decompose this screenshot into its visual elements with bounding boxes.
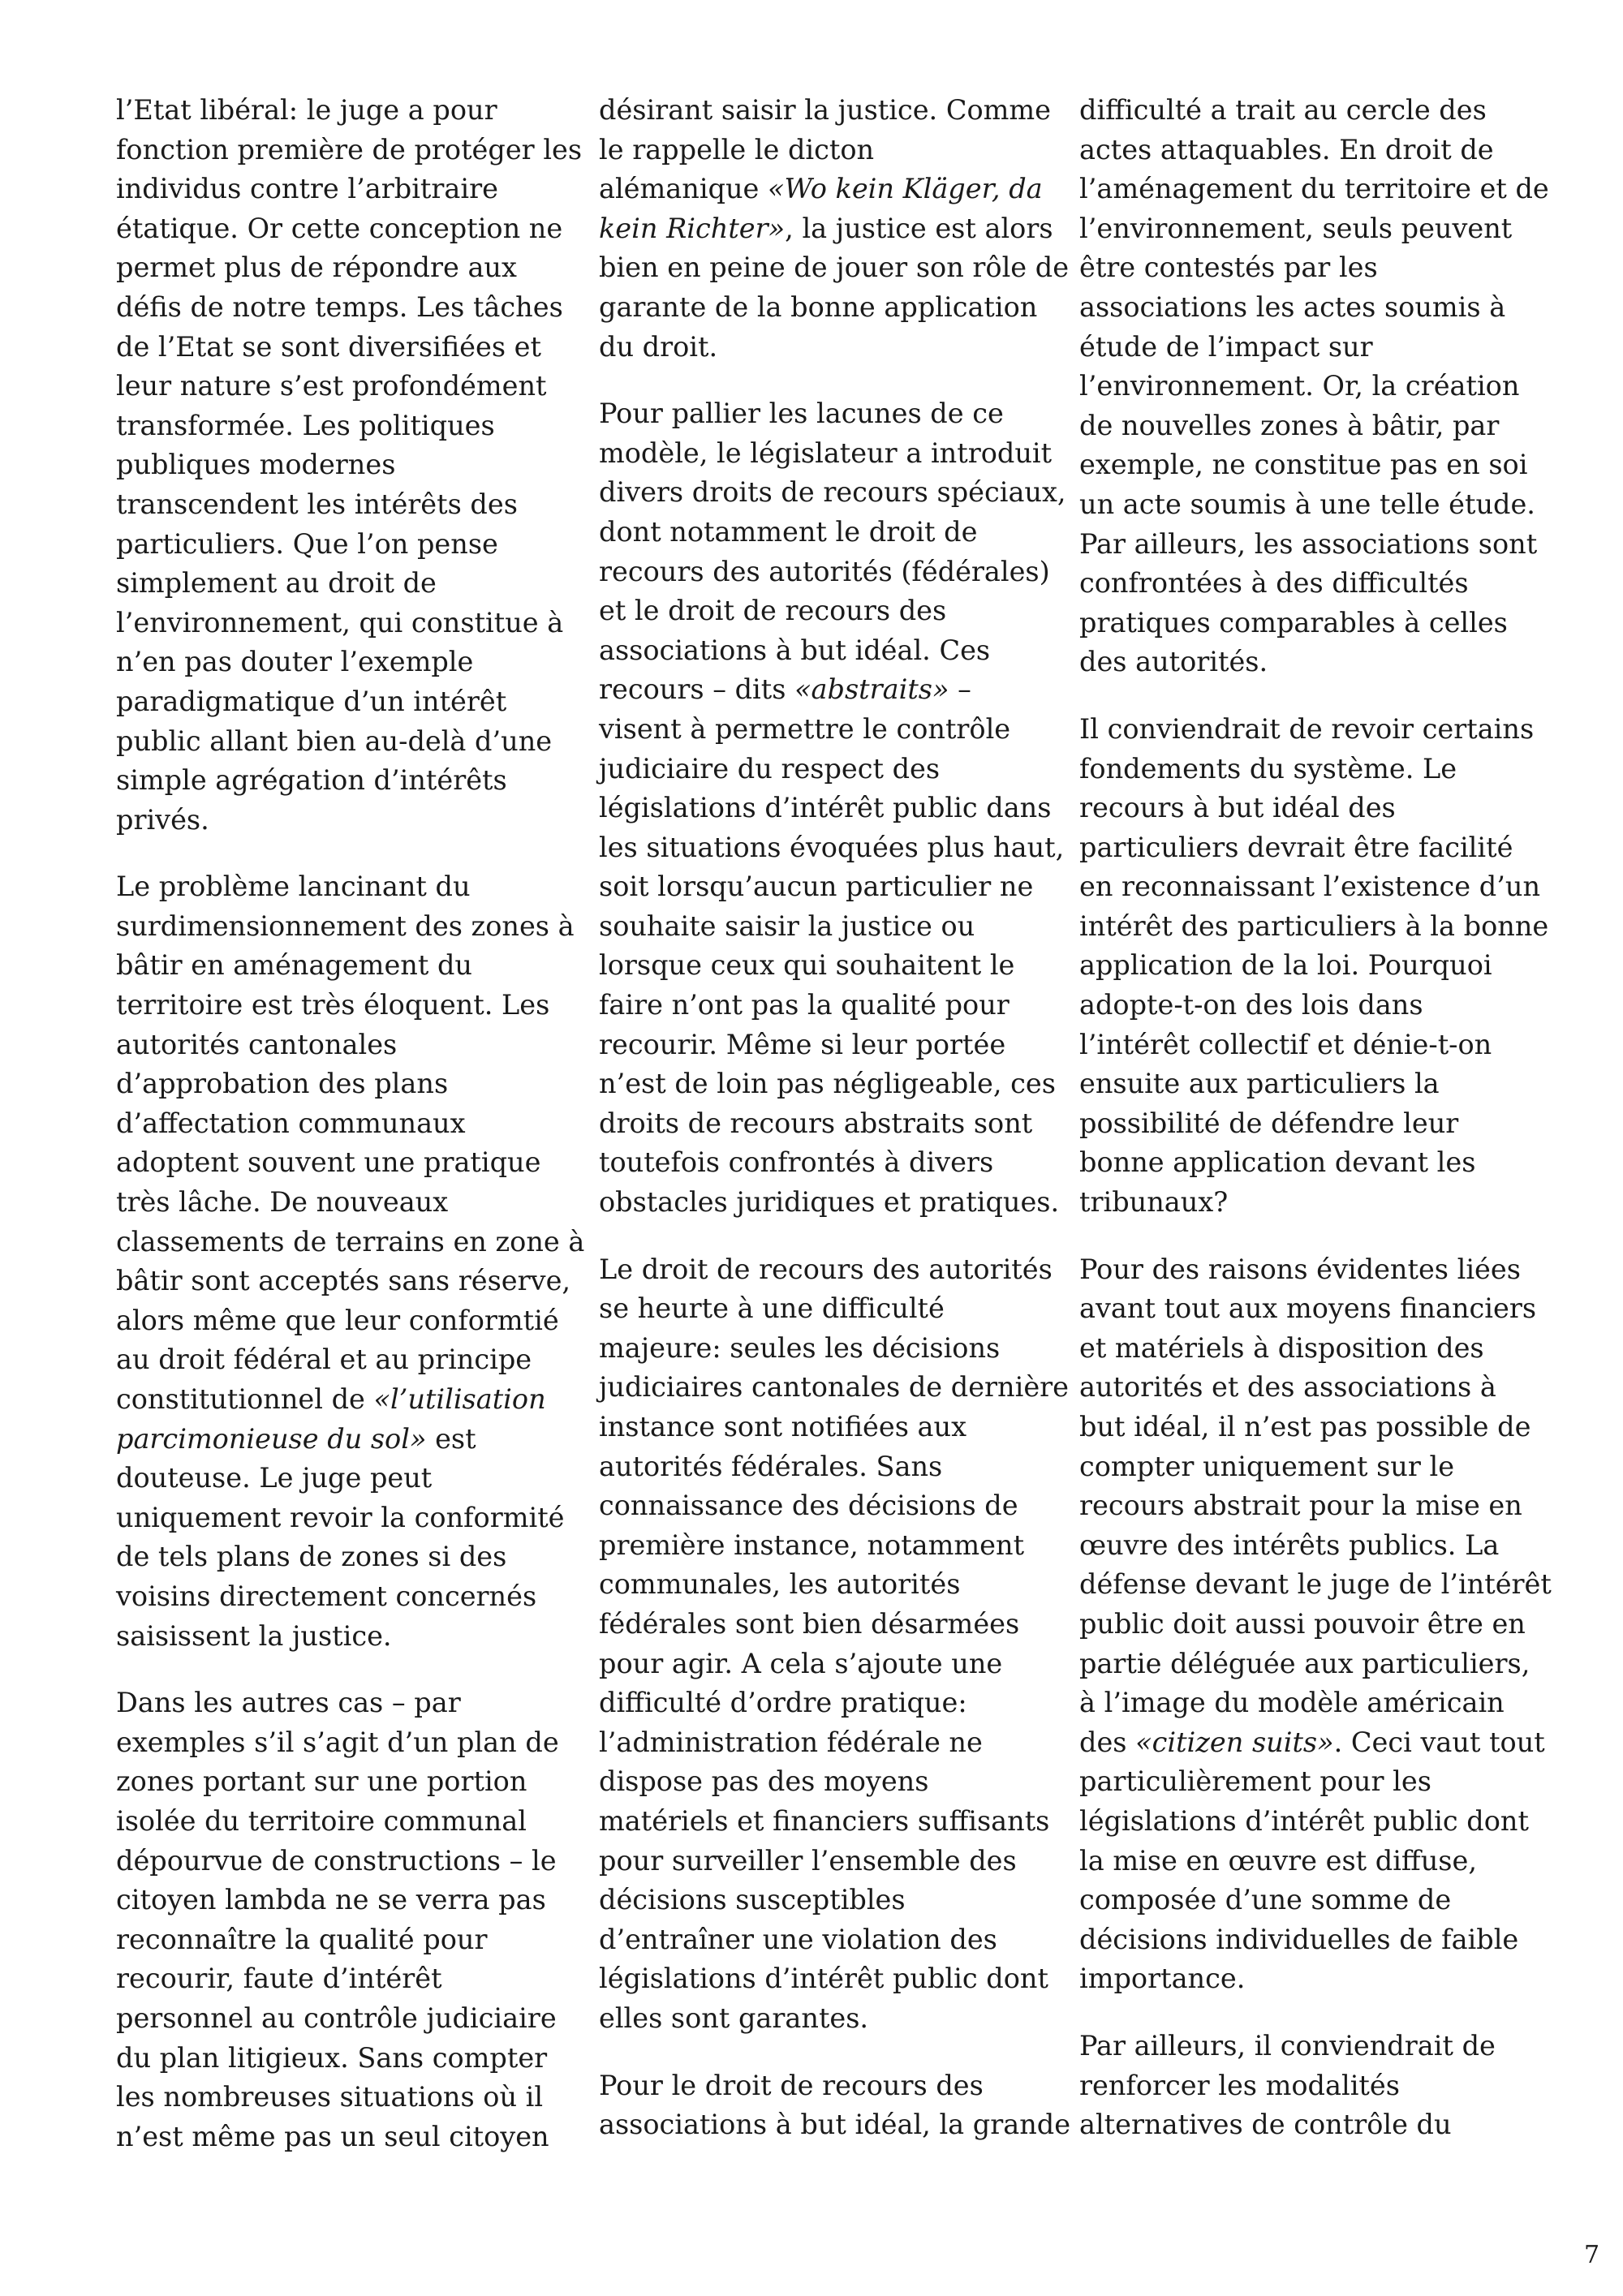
text-line: public allant bien au-delà d’une bbox=[116, 724, 553, 757]
text-line: droits de recours abstraits sont bbox=[599, 1107, 1033, 1139]
text-line: parcimonieuse du sol» est bbox=[116, 1422, 476, 1455]
text-line: désirant saisir la justice. Comme bbox=[599, 94, 1052, 126]
text-line: étude de l’impact sur bbox=[1079, 330, 1373, 363]
text-line: recourir. Même si leur portée bbox=[599, 1028, 1006, 1060]
paragraph bbox=[116, 867, 585, 1656]
text-line: communales, les autorités bbox=[599, 1568, 961, 1601]
text-line: reconnaître la qualité pour bbox=[116, 1923, 488, 1955]
text-line: renforcer les modalités bbox=[1079, 2069, 1400, 2101]
text-line: dépourvue de constructions – le bbox=[116, 1844, 557, 1877]
text-line: défense devant le juge de l’intérêt bbox=[1079, 1568, 1552, 1601]
paragraph bbox=[599, 91, 1070, 367]
text-line: exemples s’il s’agit d’un plan de bbox=[116, 1726, 559, 1758]
text-line: de l’Etat se sont diversifiées et bbox=[116, 330, 541, 363]
paragraph bbox=[1079, 710, 1549, 1223]
text-line: et le droit de recours des bbox=[599, 595, 947, 627]
text-line: l’environnement, seuls peuvent bbox=[1079, 212, 1513, 244]
text-line: composée d’une somme de bbox=[1079, 1884, 1452, 1916]
text-line: de nouvelles zones à bâtir, par bbox=[1079, 409, 1500, 441]
text-line: alternatives de contrôle du bbox=[1079, 2109, 1452, 2141]
text-line: Il conviendrait de revoir certains bbox=[1079, 712, 1535, 745]
text-line: des «citizen suits». Ceci vaut tout bbox=[1079, 1726, 1545, 1758]
text-column-2 bbox=[599, 91, 1071, 2173]
text-line: kein Richter», la justice est alors bbox=[599, 212, 1053, 244]
text-line: Dans les autres cas – par bbox=[116, 1687, 461, 1719]
paragraph bbox=[1079, 1250, 1552, 1999]
text-line: recours abstrait pour la mise en bbox=[1079, 1490, 1522, 1522]
text-line: législations d’intérêt public dont bbox=[1079, 1804, 1529, 1837]
text-line: recours – dits «abstraits» – bbox=[599, 673, 971, 706]
text-line: particuliers devrait être facilité bbox=[1079, 831, 1513, 863]
text-line: bâtir sont acceptés sans réserve, bbox=[116, 1265, 571, 1297]
text-line: classements de terrains en zone à bbox=[116, 1225, 585, 1258]
text-line: l’aménagement du territoire et de bbox=[1079, 173, 1549, 205]
text-line: leur nature s’est profondément bbox=[116, 370, 547, 402]
text-line: à l’image du modèle américain bbox=[1079, 1687, 1505, 1719]
text-line: associations à but idéal, la grande bbox=[599, 2109, 1071, 2141]
text-line: l’administration fédérale ne bbox=[599, 1726, 983, 1758]
text-line: garante de la bonne application bbox=[599, 290, 1038, 323]
text-line: adoptent souvent une pratique bbox=[116, 1146, 541, 1179]
text-line: citoyen lambda ne se verra pas bbox=[116, 1884, 546, 1916]
text-line: soit lorsqu’aucun particulier ne bbox=[599, 871, 1034, 903]
text-line: un acte soumis à une telle étude. bbox=[1079, 488, 1535, 520]
text-line: Pour le droit de recours des bbox=[599, 2069, 984, 2101]
text-line: le rappelle le dicton bbox=[599, 133, 875, 166]
text-line: individus contre l’arbitraire bbox=[116, 173, 498, 205]
text-line: pour surveiller l’ensemble des bbox=[599, 1844, 1017, 1877]
text-line: pour agir. A cela s’ajoute une bbox=[599, 1647, 1003, 1679]
text-line: paradigmatique d’un intérêt bbox=[116, 685, 507, 717]
text-line: décisions individuelles de faible bbox=[1079, 1923, 1519, 1955]
text-line: étatique. Or cette conception ne bbox=[116, 212, 563, 244]
text-line: Par ailleurs, les associations sont bbox=[1079, 527, 1538, 560]
emphasis: parcimonieuse du sol» bbox=[116, 1422, 427, 1455]
text-line: des autorités. bbox=[1079, 646, 1268, 678]
text-line: législations d’intérêt public dont bbox=[599, 1963, 1048, 1995]
emphasis: kein Richter» bbox=[599, 212, 786, 244]
emphasis: «abstraits» bbox=[794, 673, 949, 706]
text-line: privés. bbox=[116, 803, 209, 836]
paragraph bbox=[116, 91, 583, 840]
text-line: recours des autorités (fédérales) bbox=[599, 555, 1050, 587]
text-line: fondements du système. Le bbox=[1079, 752, 1457, 785]
text-line: personnel au contrôle judiciaire bbox=[116, 2001, 557, 2034]
text-line: zones portant sur une portion bbox=[116, 1765, 527, 1798]
text-line: associations à but idéal. Ces bbox=[599, 634, 991, 666]
text-line: la mise en œuvre est diffuse, bbox=[1079, 1844, 1477, 1877]
paragraph bbox=[1079, 91, 1549, 682]
text-line: défis de notre temps. Les tâches bbox=[116, 290, 563, 323]
text-line: visent à permettre le contrôle bbox=[599, 712, 1011, 745]
text-line: douteuse. Le juge peut bbox=[116, 1462, 433, 1494]
text-line: difficulté a trait au cercle des bbox=[1079, 94, 1487, 126]
text-line: Pour pallier les lacunes de ce bbox=[599, 398, 1004, 430]
paragraph bbox=[599, 1250, 1069, 2039]
text-line: exemple, ne constitue pas en soi bbox=[1079, 449, 1528, 481]
text-line: application de la loi. Pourquoi bbox=[1079, 949, 1492, 982]
text-line: législations d’intérêt public dans bbox=[599, 792, 1052, 824]
text-line: n’est de loin pas négligeable, ces bbox=[599, 1068, 1056, 1100]
text-line: judiciaires cantonales de dernière bbox=[599, 1371, 1069, 1404]
text-line: Le problème lancinant du bbox=[116, 871, 471, 903]
text-line: confrontées à des difficultés bbox=[1079, 567, 1469, 600]
text-line: possibilité de défendre leur bbox=[1079, 1107, 1459, 1139]
text-line: d’entraîner une violation des bbox=[599, 1923, 997, 1955]
text-line: les situations évoquées plus haut, bbox=[599, 831, 1065, 863]
text-line: d’approbation des plans bbox=[116, 1068, 449, 1100]
text-line: divers droits de recours spéciaux, bbox=[599, 476, 1066, 509]
text-line: territoire est très éloquent. Les bbox=[116, 989, 550, 1021]
text-line: dont notamment le droit de bbox=[599, 515, 978, 548]
text-line: pratiques comparables à celles bbox=[1079, 606, 1508, 638]
text-line: tribunaux? bbox=[1079, 1186, 1229, 1219]
text-line: en reconnaissant l’existence d’un bbox=[1079, 871, 1541, 903]
text-column-3 bbox=[1079, 91, 1552, 2173]
text-line: n’en pas douter l’exemple bbox=[116, 646, 474, 678]
text-line: majeure: seules les décisions bbox=[599, 1331, 1001, 1364]
text-line: Pour des raisons évidentes liées bbox=[1079, 1253, 1521, 1285]
text-line: l’Etat libéral: le juge a pour bbox=[116, 94, 497, 126]
text-line: décisions susceptibles bbox=[599, 1884, 906, 1916]
text-line: surdimensionnement des zones à bbox=[116, 909, 575, 942]
text-line: difficulté d’ordre pratique: bbox=[599, 1687, 967, 1719]
paragraph bbox=[116, 1683, 559, 2156]
text-line: du droit. bbox=[599, 330, 718, 363]
text-line: bonne application devant les bbox=[1079, 1146, 1476, 1179]
text-line: Le droit de recours des autorités bbox=[599, 1253, 1053, 1285]
text-line: très lâche. De nouveaux bbox=[116, 1186, 449, 1219]
text-line: n’est même pas un seul citoyen bbox=[116, 2120, 549, 2152]
text-line: ensuite aux particuliers la bbox=[1079, 1068, 1440, 1100]
text-line: œuvre des intérêts publics. La bbox=[1079, 1529, 1500, 1561]
emphasis: «l’utilisation bbox=[373, 1383, 546, 1415]
emphasis: «citizen suits» bbox=[1135, 1726, 1334, 1758]
text-line: particuliers. Que l’on pense bbox=[116, 527, 498, 560]
text-line: du plan litigieux. Sans compter bbox=[116, 2041, 548, 2074]
text-line: première instance, notamment bbox=[599, 1529, 1025, 1561]
text-line: instance sont notifiées aux bbox=[599, 1411, 966, 1443]
text-line: but idéal, il n’est pas possible de bbox=[1079, 1411, 1531, 1443]
text-line: et matériels à disposition des bbox=[1079, 1331, 1484, 1364]
text-line: public doit aussi pouvoir être en bbox=[1079, 1607, 1526, 1640]
text-line: particulièrement pour les bbox=[1079, 1765, 1431, 1798]
text-line: simple agrégation d’intérêts bbox=[116, 764, 507, 797]
paragraph bbox=[599, 2066, 1071, 2145]
text-line: alors même que leur conformtié bbox=[116, 1304, 559, 1336]
text-line: actes attaquables. En droit de bbox=[1079, 133, 1494, 166]
text-line: autorités et des associations à bbox=[1079, 1371, 1496, 1404]
paragraph bbox=[599, 394, 1066, 1222]
text-line: toutefois confrontés à divers bbox=[599, 1146, 994, 1179]
text-line: l’environnement. Or, la création bbox=[1079, 370, 1520, 402]
text-line: bien en peine de jouer son rôle de bbox=[599, 252, 1070, 284]
text-line: matériels et financiers suffisants bbox=[599, 1804, 1050, 1837]
emphasis: «Wo kein Kläger, da bbox=[768, 173, 1043, 205]
text-line: transformée. Les politiques bbox=[116, 409, 495, 441]
page-number: 7 bbox=[1584, 2241, 1600, 2269]
text-line: lorsque ceux qui souhaitent le bbox=[599, 949, 1015, 982]
text-line: judiciaire du respect des bbox=[599, 752, 941, 785]
text-line: publiques modernes bbox=[116, 449, 396, 481]
text-line: de tels plans de zones si des bbox=[116, 1541, 507, 1573]
text-column-1 bbox=[116, 91, 585, 2184]
text-line: recours à but idéal des bbox=[1079, 792, 1396, 824]
text-line: dispose pas des moyens bbox=[599, 1765, 929, 1798]
text-line: elles sont garantes. bbox=[599, 2001, 869, 2034]
text-line: l’intérêt collectif et dénie-t-on bbox=[1079, 1028, 1492, 1060]
text-line: partie déléguée aux particuliers, bbox=[1079, 1647, 1530, 1679]
text-line: connaissance des décisions de bbox=[599, 1490, 1018, 1522]
text-line: saisissent la justice. bbox=[116, 1619, 392, 1652]
text-line: permet plus de répondre aux bbox=[116, 252, 517, 284]
text-line: autorités cantonales bbox=[116, 1028, 398, 1060]
text-line: se heurte à une difficulté bbox=[599, 1292, 945, 1325]
text-line: au droit fédéral et au principe bbox=[116, 1344, 532, 1376]
text-line: être contestés par les bbox=[1079, 252, 1378, 284]
text-line: fédérales sont bien désarmées bbox=[599, 1607, 1020, 1640]
text-line: simplement au droit de bbox=[116, 567, 437, 600]
text-line: bâtir en aménagement du bbox=[116, 949, 472, 982]
text-line: transcendent les intérêts des bbox=[116, 488, 518, 520]
text-line: les nombreuses situations où il bbox=[116, 2081, 544, 2113]
text-line: obstacles juridiques et pratiques. bbox=[599, 1186, 1060, 1219]
text-line: l’environnement, qui constitue à bbox=[116, 606, 564, 638]
text-line: uniquement revoir la conformité bbox=[116, 1501, 565, 1533]
text-line: constitutionnel de «l’utilisation bbox=[116, 1383, 546, 1415]
paragraph bbox=[1079, 2027, 1522, 2145]
text-line: modèle, le législateur a introduit bbox=[599, 436, 1053, 469]
text-line: recourir, faute d’intérêt bbox=[116, 1963, 442, 1995]
text-line: faire n’ont pas la qualité pour bbox=[599, 989, 1010, 1021]
text-line: associations les actes soumis à bbox=[1079, 290, 1506, 323]
text-line: compter uniquement sur le bbox=[1079, 1450, 1455, 1482]
text-line: adopte-t-on des lois dans bbox=[1079, 989, 1423, 1021]
text-line: importance. bbox=[1079, 1963, 1246, 1995]
text-line: avant tout aux moyens financiers bbox=[1079, 1292, 1537, 1325]
text-line: intérêt des particuliers à la bonne bbox=[1079, 909, 1549, 942]
text-line: isolée du territoire communal bbox=[116, 1804, 527, 1837]
text-line: autorités fédérales. Sans bbox=[599, 1450, 943, 1482]
text-line: d’affectation communaux bbox=[116, 1107, 466, 1139]
text-line: souhaite saisir la justice ou bbox=[599, 909, 975, 942]
text-line: Par ailleurs, il conviendrait de bbox=[1079, 2029, 1496, 2062]
text-line: voisins directement concernés bbox=[116, 1580, 537, 1612]
text-line: alémanique «Wo kein Kläger, da bbox=[599, 173, 1043, 205]
text-line: fonction première de protéger les bbox=[116, 133, 583, 166]
